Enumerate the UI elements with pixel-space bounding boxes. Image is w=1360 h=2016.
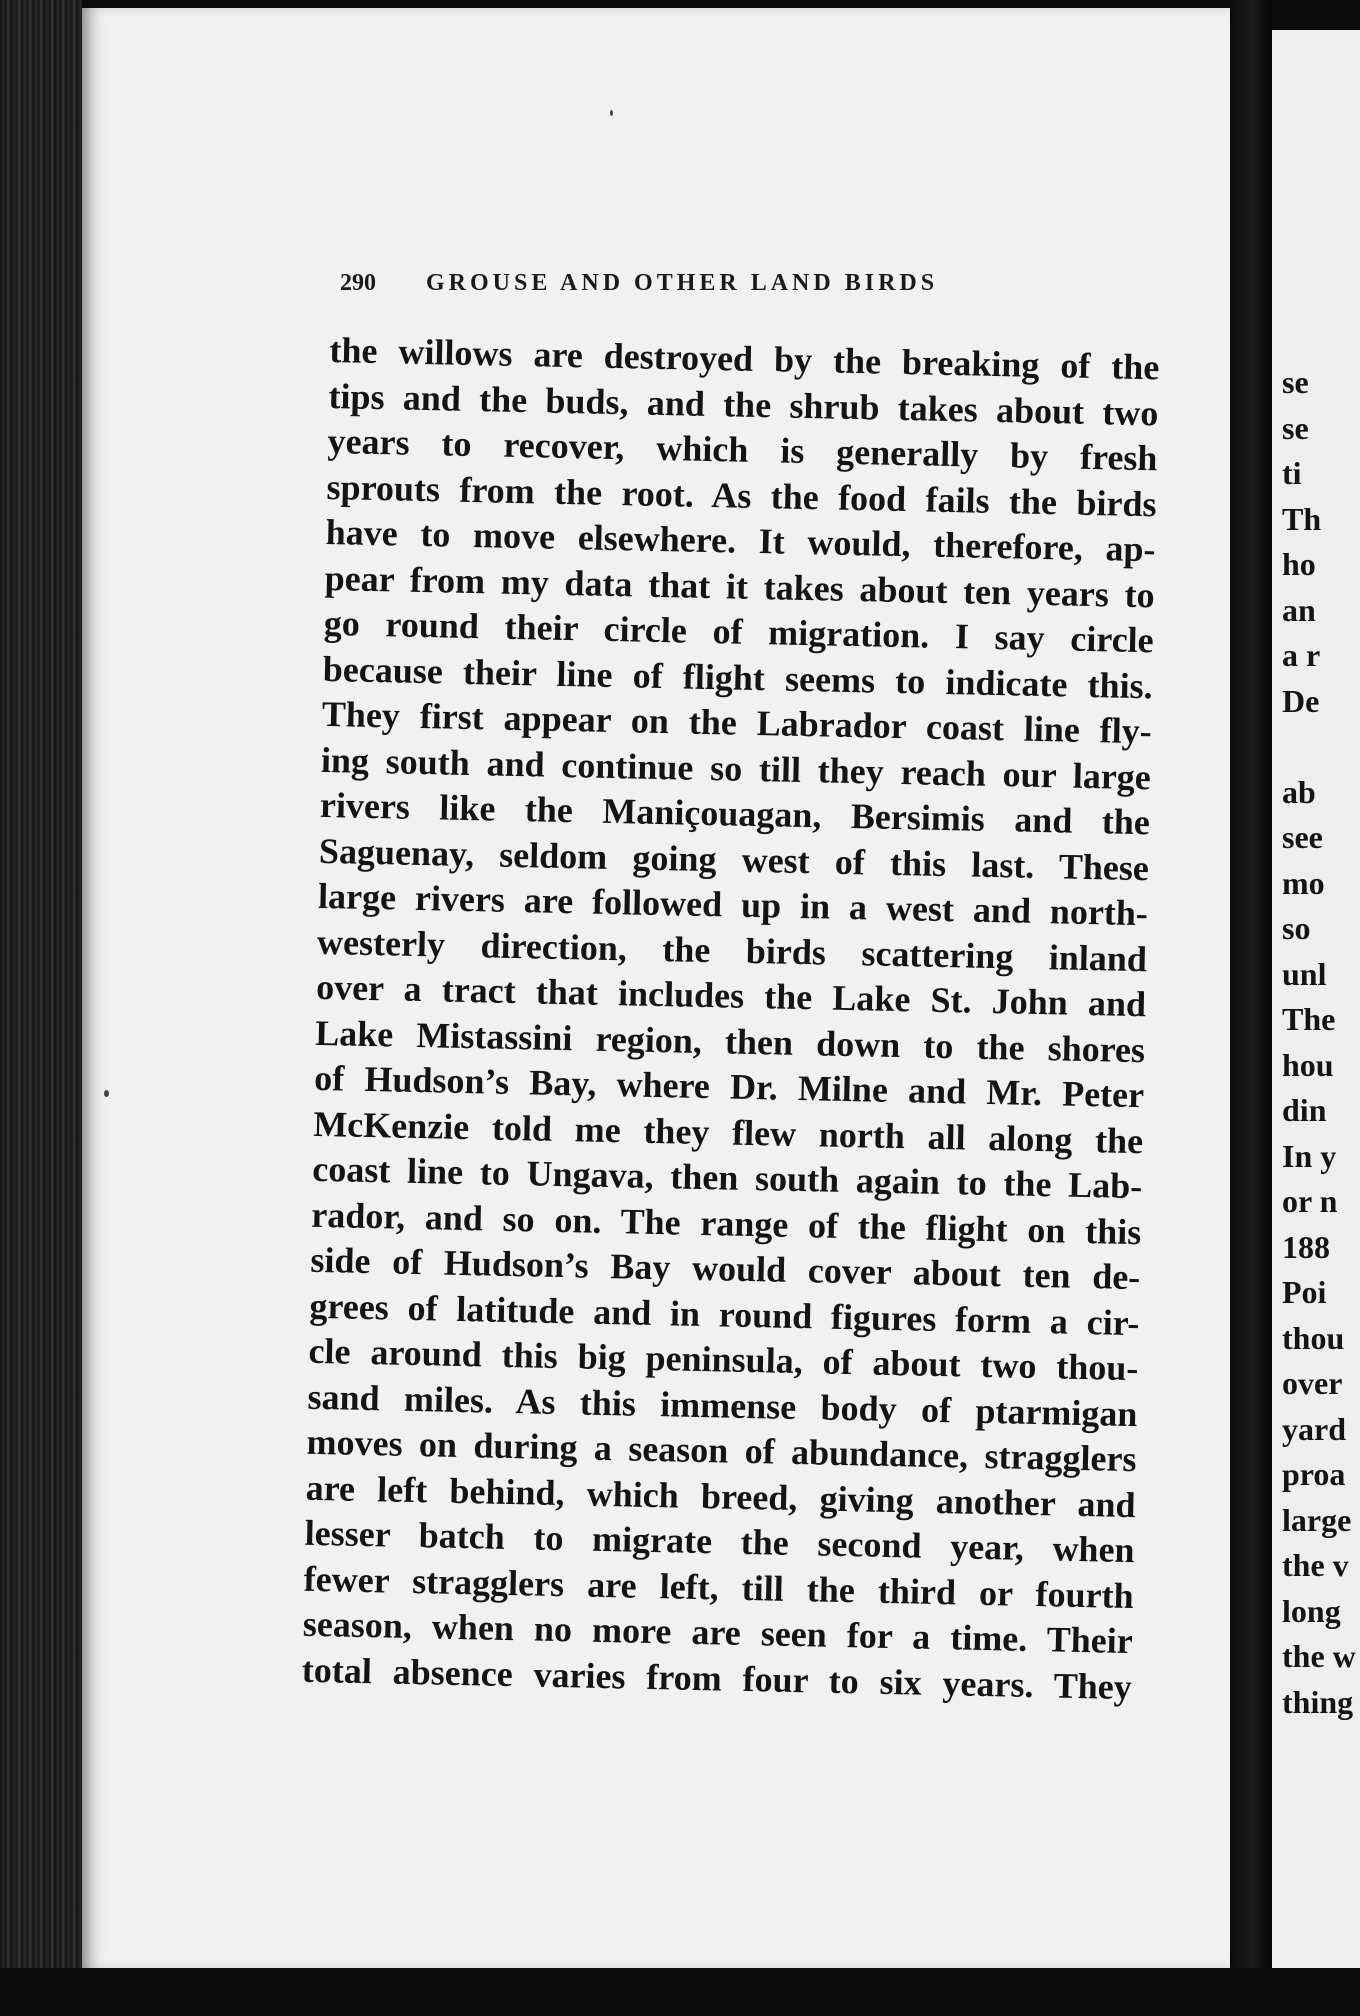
text-line: grees of latitude and in round figures form a cir- [309, 1285, 1140, 1343]
facing-text-fragment: large [1282, 1501, 1352, 1538]
running-header [340, 270, 1060, 304]
facing-text-fragment: 188 [1282, 1228, 1330, 1265]
facing-text-fragment: din [1282, 1092, 1327, 1128]
facing-text-fragment: ti [1282, 455, 1302, 491]
facing-text-fragment: The [1282, 1001, 1336, 1037]
text-line: because their line of flight seems to indicate this. [322, 648, 1154, 706]
facing-text-fragment: thou [1282, 1319, 1345, 1356]
facing-text-fragment: the w [1282, 1638, 1356, 1674]
text-line: are left behind, which breed, giving another and [305, 1467, 1136, 1525]
bottom-edge [0, 1968, 1360, 2016]
facing-text-fragment: see [1282, 819, 1323, 855]
ink-speck [610, 110, 613, 116]
facing-text-fragment: the v [1282, 1547, 1349, 1583]
text-line: season, when no more are seen for a time. Their [302, 1603, 1134, 1662]
text-line: fewer stragglers are left, till the third or fourth [303, 1558, 1135, 1616]
facing-text-fragment: De [1282, 682, 1320, 719]
facing-text-fragment: an [1282, 591, 1316, 628]
text-line: lesser batch to migrate the second year, when [304, 1512, 1136, 1571]
facing-text-fragment: or n [1282, 1183, 1338, 1219]
text-line: moves on during a season of abundance, stragglers [306, 1421, 1137, 1480]
text-line: large rivers are followed up in a west and north- [317, 875, 1149, 934]
text-line: sprouts from the root. As the food fails the birds [326, 466, 1157, 524]
text-line: go round their circle of migration. I say circle [323, 602, 1155, 661]
facing-text-fragment: se [1282, 409, 1309, 446]
text-line: sand miles. As this immense body of ptarmigan [307, 1376, 1138, 1434]
text-line: tips and the buds, and the shrub takes about two [328, 375, 1159, 433]
text-line: Lake Mistassini region, then down to the shores [314, 1012, 1146, 1070]
text-line: coast line to Ungava, then south again to the Lab- [311, 1148, 1143, 1207]
facing-text-fragment [1282, 724, 1356, 770]
facing-text-fragment: In y [1282, 1137, 1337, 1174]
text-line: pear from my data that it takes about ten years to [324, 557, 1156, 615]
text-line: McKenzie told me they flew north all along the [312, 1103, 1144, 1161]
text-line: Saguenay, seldom going west of this last. These [318, 830, 1150, 888]
text-line: They first appear on the Labrador coast line fly- [321, 693, 1153, 752]
text-line: ing south and continue so till they reach our large [320, 739, 1152, 797]
facing-page [1272, 30, 1360, 1970]
ink-speck [104, 1090, 109, 1097]
facing-text-fragment: thing [1282, 1683, 1354, 1720]
page-gutter [1230, 0, 1272, 2016]
facing-text-fragment: Th [1282, 500, 1322, 537]
running-title: GROUSE AND OTHER LAND BIRDS [426, 270, 939, 296]
facing-text-fragment: a r [1282, 637, 1321, 673]
text-line: total absence varies from four to six years. They [301, 1649, 1133, 1707]
facing-page-text [1282, 360, 1356, 1725]
text-line: years to recover, which is generally by fresh [327, 420, 1158, 479]
text-line: side of Hudson’s Bay would cover about ten de- [310, 1239, 1141, 1298]
facing-text-fragment: unl [1282, 955, 1327, 992]
body-text [301, 328, 1159, 1710]
facing-text-fragment: proa [1282, 1456, 1346, 1492]
text-line: have to move elsewhere. It would, therefore, ap- [325, 511, 1156, 570]
facing-text-fragment: se [1282, 364, 1309, 400]
facing-text-fragment: long [1282, 1592, 1341, 1629]
text-line: the willows are destroyed by the breaking of the [329, 329, 1160, 388]
facing-text-fragment: yard [1282, 1410, 1346, 1447]
text-line: westerly direction, the birds scattering inland [316, 921, 1148, 979]
text-line: of Hudson’s Bay, where Dr. Milne and Mr. Peter [313, 1057, 1145, 1116]
text-line: cle around this big peninsula, of about two thou- [308, 1330, 1139, 1389]
facing-text-fragment: over [1282, 1365, 1343, 1401]
facing-text-fragment: hou [1282, 1046, 1334, 1083]
facing-text-fragment: mo [1282, 864, 1325, 901]
facing-text-fragment: ho [1282, 546, 1316, 582]
text-line: rivers like the Maniçouagan, Bersimis and the [319, 784, 1151, 843]
text-line: rador, and so on. The range of the flight on this [311, 1194, 1142, 1252]
text-line: over a tract that includes the Lake St. John and [315, 966, 1147, 1025]
book-binding [0, 0, 82, 2016]
facing-text-fragment: ab [1282, 773, 1316, 810]
page-number: 290 [340, 270, 376, 296]
facing-text-fragment: so [1282, 910, 1311, 946]
facing-text-fragment: Poi [1282, 1274, 1327, 1310]
